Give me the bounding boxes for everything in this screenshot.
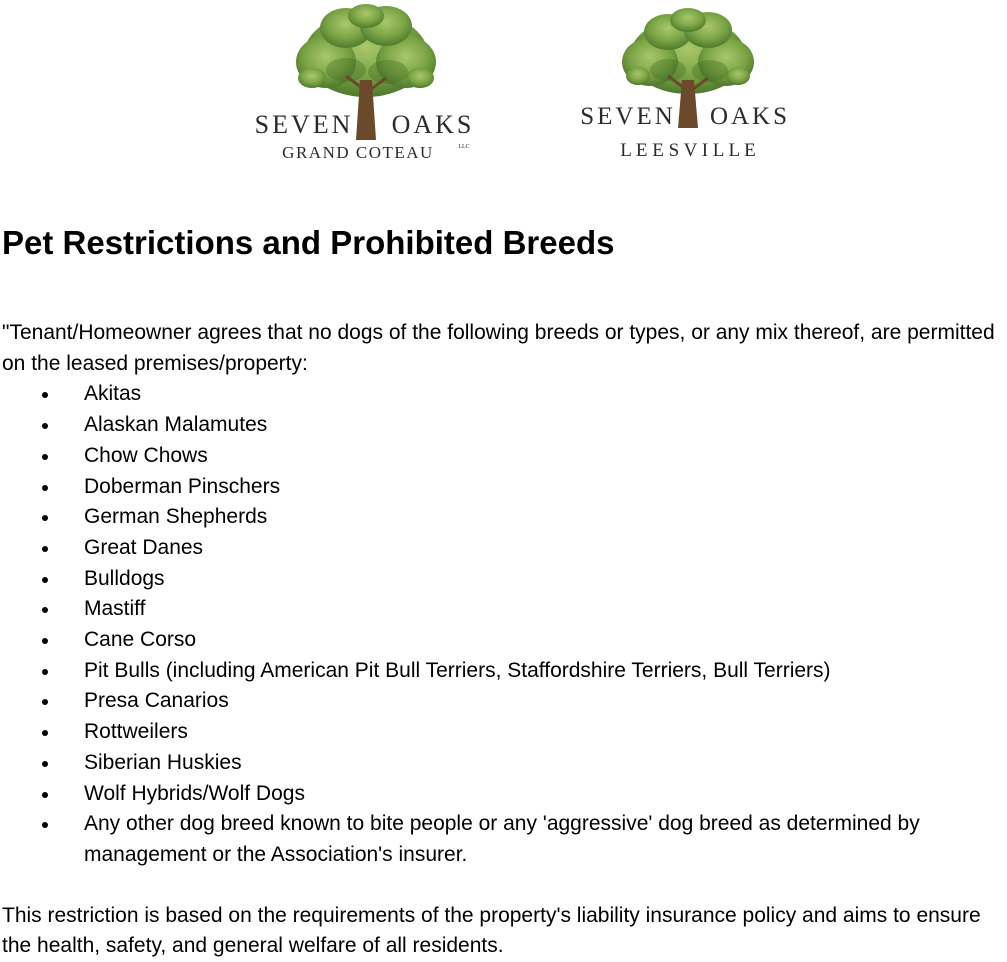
list-item: Rottweilers: [84, 720, 188, 744]
list-item: Wolf Hybrids/Wolf Dogs: [84, 781, 305, 805]
list-item: Cane Corso: [84, 628, 197, 652]
closing-paragraph: This restriction is based on the requirements of the property's liability insurance policy and aims to ensure the health, safety, and general welfare of all residents.: [2, 903, 981, 958]
svg-text:SEVEN: SEVEN: [254, 110, 354, 139]
svg-text:OAKS: OAKS: [709, 103, 791, 130]
list-item: Bulldogs: [84, 566, 165, 590]
list-item: Great Danes: [84, 535, 204, 559]
seven-oaks-grand-coteau-logo: [246, 0, 486, 165]
intro-paragraph: "Tenant/Homeowner agrees that no dogs of the following breeds or types, or any mix thereof, are permitted on the leased premises/property:: [2, 321, 995, 375]
svg-text:LLC: LLC: [458, 144, 470, 150]
list-item: Pit Bulls (including American Pit Bull Terriers, Staffordshire Terriers, Bull Terriers): [84, 658, 831, 682]
prohibited-breeds-list: [2, 379, 1005, 870]
list-item: Doberman Pinschers: [84, 474, 281, 498]
oak-tree-icon: [570, 0, 806, 165]
list-item: Any other dog breed known to bite people or any 'aggressive' dog breed as determined by management or the Association's insurer.: [84, 812, 920, 866]
page-title: Pet Restrictions and Prohibited Breeds: [2, 224, 615, 261]
oak-tree-icon: [246, 0, 486, 165]
svg-text:OAKS: OAKS: [391, 110, 475, 139]
list-item: German Shepherds: [84, 505, 268, 529]
svg-text:SEVEN: SEVEN: [580, 103, 676, 130]
list-item: Mastiff: [84, 597, 146, 621]
svg-text:L E E S V I L L E: L E E S V I L L E: [620, 140, 756, 161]
list-item: Siberian Huskies: [84, 750, 242, 774]
document-body: [2, 318, 1005, 962]
logo-header: [0, 0, 1007, 170]
seven-oaks-leesville-logo: [570, 0, 806, 165]
list-item: Alaskan Malamutes: [84, 413, 268, 437]
list-item: Chow Chows: [84, 443, 208, 467]
list-item: Akitas: [84, 382, 142, 406]
list-item: Presa Canarios: [84, 689, 229, 713]
svg-text:GRAND COTEAU: GRAND COTEAU: [282, 143, 434, 162]
